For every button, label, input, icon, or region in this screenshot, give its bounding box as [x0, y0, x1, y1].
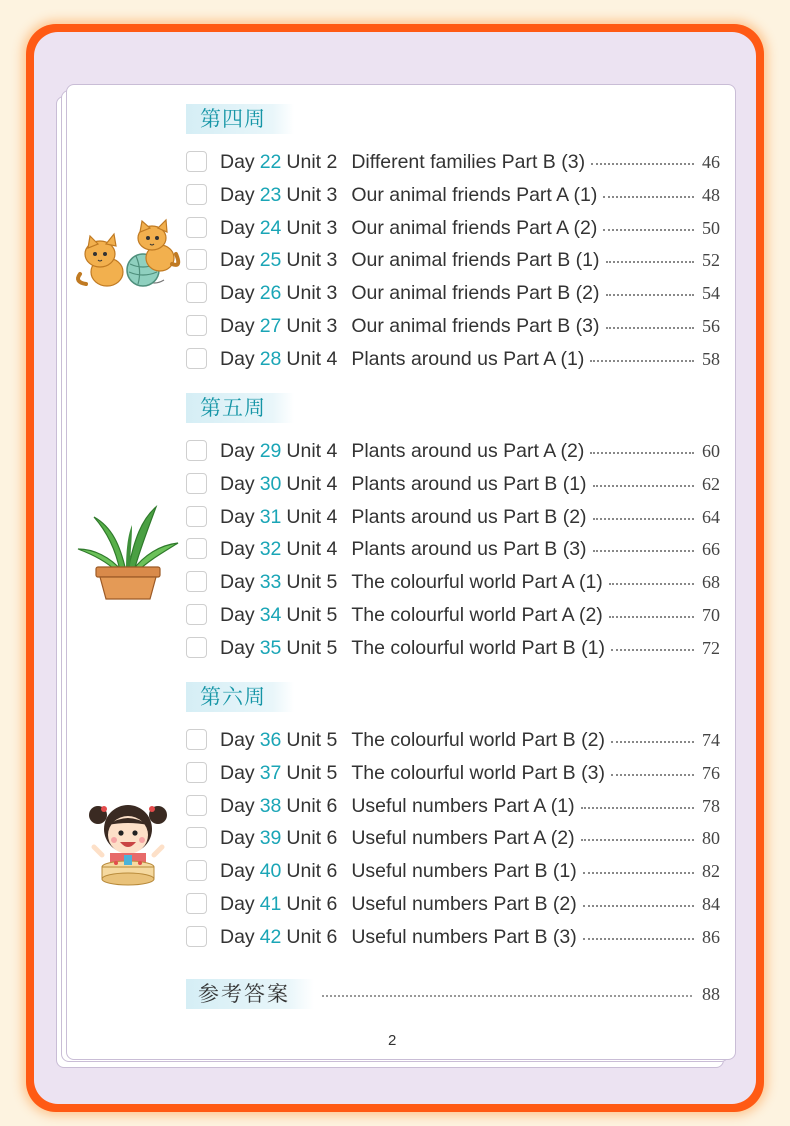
- page-ref: 82: [702, 860, 720, 881]
- lesson-title: Our animal friends Part B (1): [351, 248, 600, 271]
- unit-label: Unit 6: [286, 794, 338, 817]
- unit-label: Unit 4: [286, 472, 338, 495]
- day-number: 28: [259, 347, 282, 370]
- day-label: Day: [220, 892, 255, 915]
- toc-row[interactable]: [186, 568, 720, 596]
- page-ref: 52: [702, 249, 720, 270]
- page-ref: 50: [702, 217, 720, 238]
- dot-leader: [609, 583, 694, 585]
- day-number: 23: [259, 183, 282, 206]
- day-number: 30: [259, 472, 282, 495]
- toc-row[interactable]: [186, 857, 720, 885]
- day-number: 26: [259, 281, 282, 304]
- dot-leader: [322, 995, 692, 997]
- day-label: Day: [220, 925, 255, 948]
- toc-row[interactable]: [186, 312, 720, 340]
- toc-row[interactable]: [186, 470, 720, 498]
- page-ref: 62: [702, 473, 720, 494]
- dot-leader: [590, 360, 694, 362]
- unit-label: Unit 6: [286, 892, 338, 915]
- unit-label: Unit 4: [286, 537, 338, 560]
- lesson-title: Useful numbers Part A (2): [351, 826, 575, 849]
- day-checkbox[interactable]: [186, 249, 207, 270]
- page-ref: 78: [702, 795, 720, 816]
- dot-leader: [606, 327, 694, 329]
- unit-label: Unit 5: [286, 570, 338, 593]
- day-checkbox[interactable]: [186, 315, 207, 336]
- toc-row[interactable]: [186, 437, 720, 465]
- day-checkbox[interactable]: [186, 926, 207, 947]
- day-label: Day: [220, 537, 255, 560]
- day-label: Day: [220, 216, 255, 239]
- day-checkbox[interactable]: [186, 538, 207, 559]
- toc-entry: [220, 857, 720, 885]
- toc-entry: [220, 923, 720, 951]
- toc-row[interactable]: [186, 214, 720, 242]
- page-ref: 56: [702, 315, 720, 336]
- lesson-title: The colourful world Part A (1): [351, 570, 603, 593]
- toc-row[interactable]: [186, 279, 720, 307]
- toc-entry: [220, 726, 720, 754]
- dot-leader: [581, 839, 694, 841]
- page-number: 2: [388, 1032, 397, 1049]
- dot-leader: [593, 518, 694, 520]
- lesson-title: The colourful world Part A (2): [351, 603, 603, 626]
- answers-heading: 参考答案: [186, 979, 314, 1009]
- girl-with-cake-icon: [86, 793, 170, 889]
- day-checkbox[interactable]: [186, 282, 207, 303]
- unit-label: Unit 6: [286, 826, 338, 849]
- lesson-title: Useful numbers Part A (1): [351, 794, 575, 817]
- unit-label: Unit 3: [286, 183, 338, 206]
- toc-row[interactable]: [186, 601, 720, 629]
- dot-leader: [606, 294, 694, 296]
- day-checkbox[interactable]: [186, 893, 207, 914]
- day-number: 37: [259, 761, 282, 784]
- dot-leader: [603, 229, 694, 231]
- toc-entry: [220, 634, 720, 662]
- day-label: Day: [220, 248, 255, 271]
- day-checkbox[interactable]: [186, 827, 207, 848]
- page-ref: 70: [702, 604, 720, 625]
- toc-entry: [220, 759, 720, 787]
- lesson-title: Useful numbers Part B (1): [351, 859, 577, 882]
- day-checkbox[interactable]: [186, 571, 207, 592]
- unit-label: Unit 4: [286, 505, 338, 528]
- day-number: 34: [259, 603, 282, 626]
- toc-entry: [220, 312, 720, 340]
- lesson-title: The colourful world Part B (1): [351, 636, 605, 659]
- toc-entry: [220, 279, 720, 307]
- day-label: Day: [220, 761, 255, 784]
- day-label: Day: [220, 794, 255, 817]
- day-checkbox[interactable]: [186, 184, 207, 205]
- lesson-title: Different families Part B (3): [351, 150, 586, 173]
- lesson-title: Plants around us Part B (1): [351, 472, 587, 495]
- day-label: Day: [220, 570, 255, 593]
- page-ref: 80: [702, 827, 720, 848]
- page-ref: 60: [702, 440, 720, 461]
- dot-leader: [593, 485, 694, 487]
- day-label: Day: [220, 150, 255, 173]
- day-checkbox[interactable]: [186, 348, 207, 369]
- dot-leader: [581, 807, 694, 809]
- potted-plant-icon: [76, 505, 180, 601]
- toc-row[interactable]: [186, 759, 720, 787]
- lesson-title: Plants around us Part A (2): [351, 439, 585, 462]
- day-checkbox[interactable]: [186, 151, 207, 172]
- day-label: Day: [220, 472, 255, 495]
- toc-entry: [220, 503, 720, 531]
- lesson-title: The colourful world Part B (3): [351, 761, 605, 784]
- toc-entry: [220, 214, 720, 242]
- page-ref: 68: [702, 571, 720, 592]
- lesson-title: Plants around us Part A (1): [351, 347, 585, 370]
- toc-entry: [220, 824, 720, 852]
- unit-label: Unit 2: [286, 150, 338, 173]
- day-number: 40: [259, 859, 282, 882]
- day-label: Day: [220, 314, 255, 337]
- day-label: Day: [220, 826, 255, 849]
- day-number: 27: [259, 314, 282, 337]
- toc-row[interactable]: [186, 148, 720, 176]
- unit-label: Unit 5: [286, 603, 338, 626]
- day-label: Day: [220, 439, 255, 462]
- dot-leader: [593, 550, 694, 552]
- unit-label: Unit 5: [286, 728, 338, 751]
- day-number: 38: [259, 794, 282, 817]
- day-label: Day: [220, 859, 255, 882]
- week-heading: 第四周: [186, 104, 294, 134]
- day-number: 42: [259, 925, 282, 948]
- day-checkbox[interactable]: [186, 604, 207, 625]
- toc-entry: [220, 246, 720, 274]
- page-ref: 66: [702, 538, 720, 559]
- toc-row[interactable]: [186, 345, 720, 373]
- dot-leader: [611, 774, 694, 776]
- page-ref: 86: [702, 926, 720, 947]
- page-ref: 72: [702, 637, 720, 658]
- lesson-title: Useful numbers Part B (2): [351, 892, 577, 915]
- day-checkbox[interactable]: [186, 762, 207, 783]
- day-label: Day: [220, 603, 255, 626]
- lesson-title: Our animal friends Part A (1): [351, 183, 598, 206]
- day-number: 33: [259, 570, 282, 593]
- page-ref: 46: [702, 151, 720, 172]
- day-checkbox[interactable]: [186, 729, 207, 750]
- day-checkbox[interactable]: [186, 440, 207, 461]
- week-heading: 第五周: [186, 393, 294, 423]
- toc-entry: [220, 148, 720, 176]
- unit-label: Unit 3: [286, 248, 338, 271]
- day-label: Day: [220, 347, 255, 370]
- day-number: 35: [259, 636, 282, 659]
- toc-entry: [220, 535, 720, 563]
- lesson-title: Our animal friends Part A (2): [351, 216, 598, 239]
- lesson-title: Plants around us Part B (3): [351, 537, 587, 560]
- day-checkbox[interactable]: [186, 637, 207, 658]
- day-number: 31: [259, 505, 282, 528]
- dot-leader: [603, 196, 694, 198]
- day-label: Day: [220, 281, 255, 304]
- day-number: 39: [259, 826, 282, 849]
- day-number: 29: [259, 439, 282, 462]
- page-ref: 54: [702, 282, 720, 303]
- toc-row[interactable]: [186, 535, 720, 563]
- lesson-title: Plants around us Part B (2): [351, 505, 587, 528]
- dot-leader: [590, 452, 694, 454]
- page-ref: 48: [702, 184, 720, 205]
- toc-entry: [220, 890, 720, 918]
- unit-label: Unit 4: [286, 439, 338, 462]
- page-ref: 74: [702, 729, 720, 750]
- unit-label: Unit 3: [286, 216, 338, 239]
- day-number: 36: [259, 728, 282, 751]
- toc-row[interactable]: [186, 824, 720, 852]
- dot-leader: [609, 616, 694, 618]
- toc-entry: [220, 792, 720, 820]
- lesson-title: Our animal friends Part B (2): [351, 281, 600, 304]
- toc-entry: [220, 568, 720, 596]
- day-checkbox[interactable]: [186, 860, 207, 881]
- page-ref: 58: [702, 348, 720, 369]
- dot-leader: [583, 872, 694, 874]
- day-number: 22: [259, 150, 282, 173]
- answers-row[interactable]: [186, 978, 720, 1010]
- toc-entry: [220, 181, 720, 209]
- page-ref: 76: [702, 762, 720, 783]
- day-label: Day: [220, 505, 255, 528]
- dot-leader: [583, 905, 694, 907]
- unit-label: Unit 6: [286, 859, 338, 882]
- page-ref: 84: [702, 893, 720, 914]
- toc-entry: [220, 437, 720, 465]
- toc-entry: [220, 601, 720, 629]
- toc-entry: [220, 345, 720, 373]
- toc-entry: [220, 470, 720, 498]
- dot-leader: [591, 163, 694, 165]
- day-checkbox[interactable]: [186, 473, 207, 494]
- day-label: Day: [220, 728, 255, 751]
- dot-leader: [606, 261, 694, 263]
- day-number: 41: [259, 892, 282, 915]
- unit-label: Unit 4: [286, 347, 338, 370]
- day-number: 24: [259, 216, 282, 239]
- day-checkbox[interactable]: [186, 217, 207, 238]
- dot-leader: [583, 938, 694, 940]
- unit-label: Unit 6: [286, 925, 338, 948]
- toc-row[interactable]: [186, 792, 720, 820]
- lesson-title: Useful numbers Part B (3): [351, 925, 577, 948]
- unit-label: Unit 5: [286, 636, 338, 659]
- lesson-title: Our animal friends Part B (3): [351, 314, 600, 337]
- toc-row[interactable]: [186, 923, 720, 951]
- page-ref: 64: [702, 506, 720, 527]
- unit-label: Unit 5: [286, 761, 338, 784]
- cats-with-yarn-icon: [72, 218, 182, 296]
- day-label: Day: [220, 183, 255, 206]
- toc-row[interactable]: [186, 503, 720, 531]
- toc-row[interactable]: [186, 726, 720, 754]
- unit-label: Unit 3: [286, 281, 338, 304]
- page-ref: 88: [702, 983, 720, 1004]
- toc-row[interactable]: [186, 181, 720, 209]
- dot-leader: [611, 649, 694, 651]
- day-checkbox[interactable]: [186, 506, 207, 527]
- day-number: 25: [259, 248, 282, 271]
- day-number: 32: [259, 537, 282, 560]
- toc-row[interactable]: [186, 634, 720, 662]
- toc-row[interactable]: [186, 890, 720, 918]
- week-heading: 第六周: [186, 682, 294, 712]
- toc-row[interactable]: [186, 246, 720, 274]
- lesson-title: The colourful world Part B (2): [351, 728, 605, 751]
- dot-leader: [611, 741, 694, 743]
- day-checkbox[interactable]: [186, 795, 207, 816]
- day-label: Day: [220, 636, 255, 659]
- unit-label: Unit 3: [286, 314, 338, 337]
